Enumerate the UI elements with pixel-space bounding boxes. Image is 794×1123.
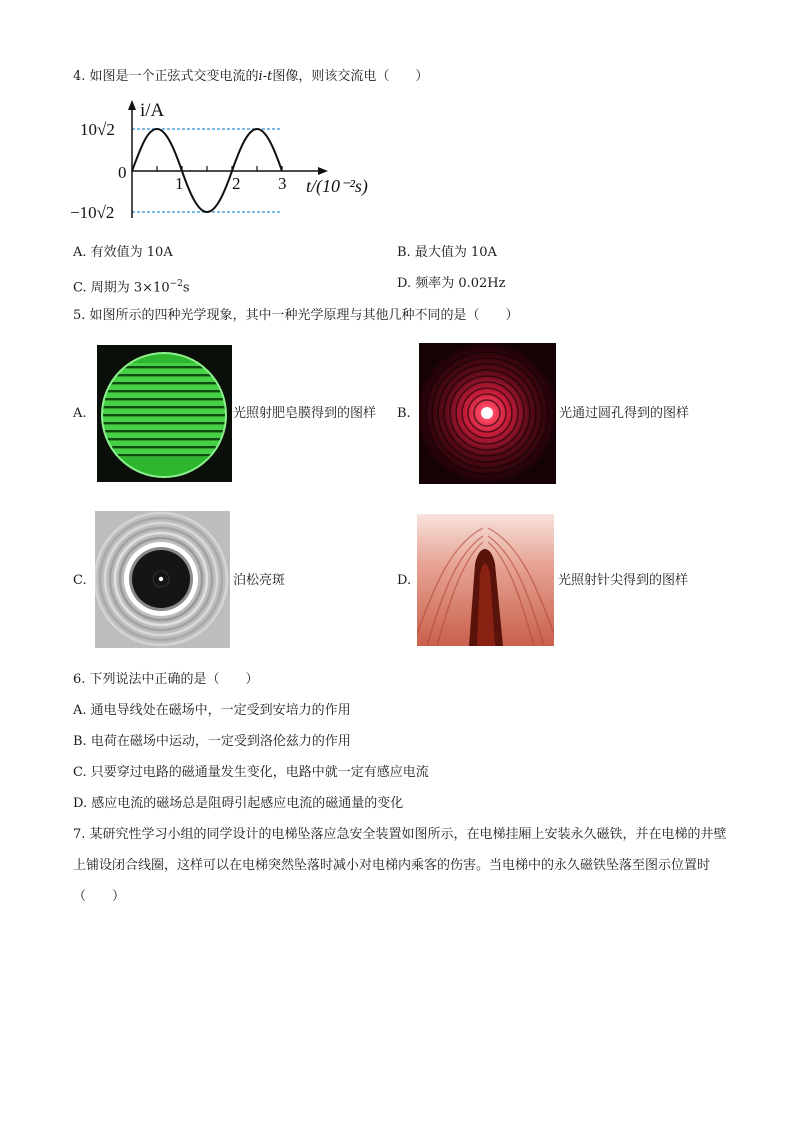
- x-tick-label: 2: [232, 174, 241, 193]
- x-tick-label: 1: [175, 174, 184, 193]
- q6-option-b[interactable]: B. 电荷在磁场中运动，一定受到洛伦兹力的作用: [73, 734, 351, 749]
- q4-option-c[interactable]: C. 周期为 $3\times 10^{-2}s$: [73, 279, 190, 296]
- q5-stem: 5. 如图所示的四种光学现象，其中一种光学原理与其他几种不同的是（ ）: [73, 308, 519, 323]
- x-axis-label: t/(10⁻²s): [306, 176, 368, 196]
- q5-option-c-caption: 泊松亮斑: [233, 573, 286, 588]
- y-axis-arrow-icon: [128, 100, 136, 110]
- q5-option-d-label[interactable]: D.: [397, 573, 412, 588]
- q5-option-d-caption: 光照射针尖得到的图样: [558, 573, 689, 588]
- q6-option-c[interactable]: C. 只要穿过电路的磁通量发生变化，电路中就一定有感应电流: [73, 765, 429, 780]
- q5-option-c-label[interactable]: C.: [73, 573, 87, 588]
- y-peak-label: 10√2: [80, 120, 115, 139]
- q4-stem: 4. 如图是一个正弦式交变电流的i-t图像，则该交流电（ ）: [73, 69, 429, 84]
- circular-hole-image: [419, 343, 556, 484]
- origin-label: 0: [118, 163, 127, 182]
- soap-film-image: [97, 345, 232, 482]
- x-axis-arrow-icon: [318, 167, 328, 175]
- q6-stem: 6. 下列说法中正确的是（ ）: [73, 672, 259, 687]
- q4-option-d[interactable]: D. 频率为 0.02Hz: [397, 276, 506, 291]
- needle-tip-image: [417, 514, 554, 646]
- q6-option-a[interactable]: A. 通电导线处在磁场中，一定受到安培力的作用: [73, 703, 351, 718]
- sine-graph: [70, 94, 390, 228]
- q4-option-b[interactable]: B. 最大值为 10A: [397, 245, 497, 260]
- y-axis-label: i/A: [140, 100, 165, 121]
- q5-option-a-label[interactable]: A.: [73, 406, 87, 421]
- q7-stem: 7. 某研究性学习小组的同学设计的电梯坠落应急安全装置如图所示，在电梯挂厢上安装永久磁铁，并在电梯的井壁上铺设闭合线圈，这样可以在电梯突然坠落时减小对电梯内乘客的伤害。当电梯中的永久磁铁坠落至图示位置时（ ）: [73, 827, 727, 904]
- y-trough-label: −10√2: [70, 203, 115, 222]
- poisson-spot-image: [95, 511, 230, 648]
- q5-option-b-caption: 光通过圆孔得到的图样: [559, 406, 690, 421]
- q5-option-b-label[interactable]: B.: [397, 406, 411, 421]
- q4-option-a[interactable]: A. 有效值为 10A: [73, 245, 173, 260]
- q5-option-a-caption: 光照射肥皂膜得到的图样: [233, 406, 377, 421]
- q6-option-d[interactable]: D. 感应电流的磁场总是阻碍引起感应电流的磁通量的变化: [73, 796, 404, 811]
- x-tick-label: 3: [278, 174, 287, 193]
